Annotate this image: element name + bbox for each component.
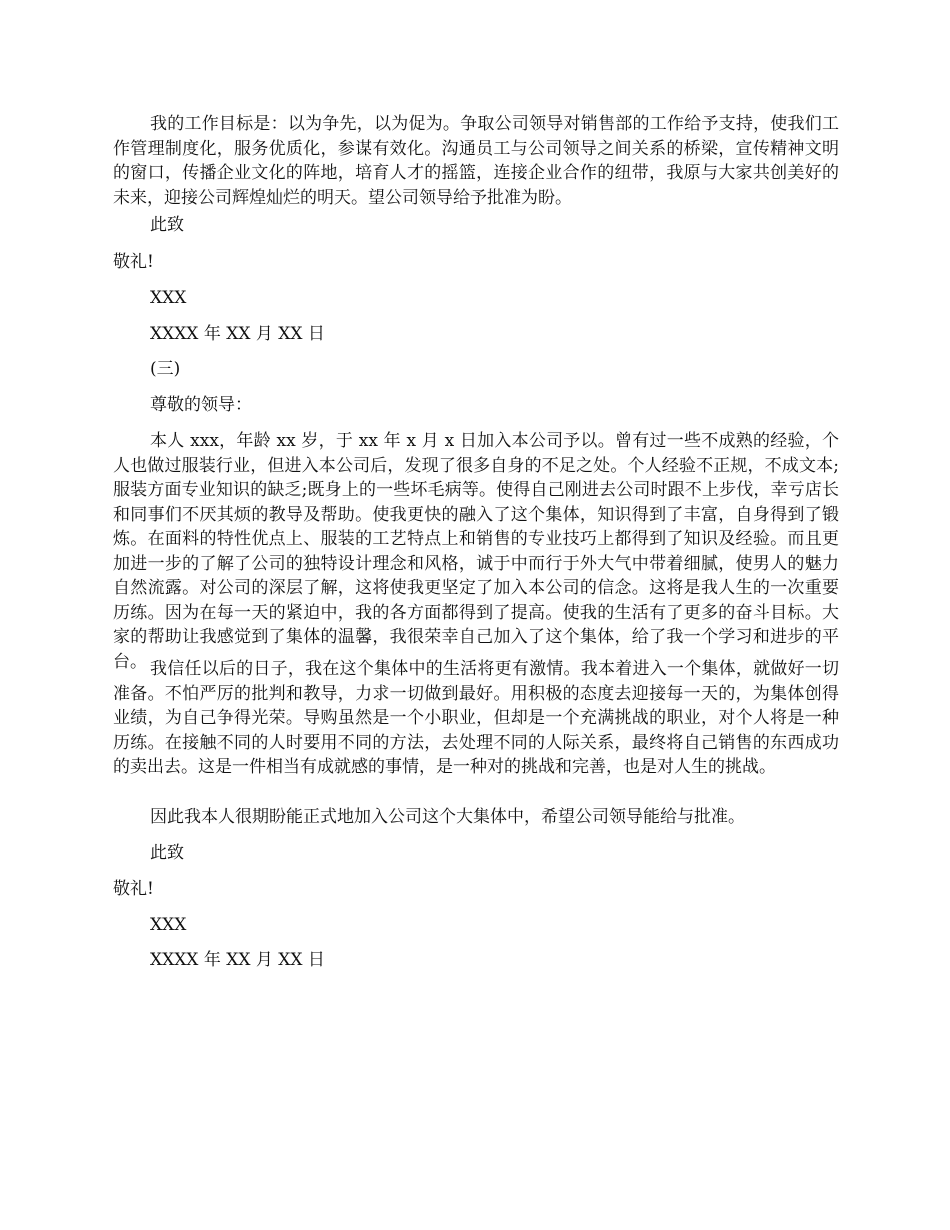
closing-text: 此致 — [150, 843, 184, 863]
salute-text: 敬礼! — [113, 879, 154, 899]
signature: XXX — [150, 288, 187, 308]
section-marker: (三) — [150, 359, 181, 379]
closing-text: 此致 — [150, 215, 184, 235]
body-paragraph: 我信任以后的日子，我在这个集体中的生活将更有激情。我本着进入一个集体，就做好一切准备。不怕严厉的批判和教导，力求一切做到最好。用积极的态度去迎接每一天的，为集体创得业绩，为自己争得光荣。导购虽然是一个小职业，但却是一个充满挑战的职业，对个人将是一种历练。在接触不同的人时要用不同的方法，去处理不同的人际关系，最终将自己销售的东西成功的卖出去。这是一件相当有成就感的事情，是一种对的挑战和完善，也是对人生的挑战。 — [113, 659, 839, 777]
body-paragraph: 本人 xxx，年龄 xx 岁，于 xx 年 x 月 x 日加入本公司予以。曾有过一些不成熟的经验，个人也做过服装行业，但进入本公司后，发现了很多自身的不足之处。个人经验不正规，不成文本;服装方面专业知识的缺乏;既身上的一些坏毛病等。使得自己刚进去公司时跟不上步伐，幸亏店长和同事们不厌其烦的教导及帮助。使我更快的融入了这个集体，知识得到了丰富，自身得到了锻炼。在面料的特性优点上、服装的工艺特点上和销售的专业技巧上都得到了知识及经验。而且更加进一步的了解了公司的独特设计理念和风格，诚于中而行于外大气中带着细腻，使男人的魅力自然流露。对公司的深层了解，这将使我更坚定了加入本公司的信念。这将是我人生的一次重要历练。因为在每一天的紧迫中，我的各方面都得到了提高。使我的生活有了更多的奋斗目标。大家的帮助让我感觉到了集体的温馨，我很荣幸自己加入了这个集体，给了我一个学习和进步的平台。 — [113, 431, 839, 672]
salute-text: 敬礼! — [113, 252, 154, 272]
date: XXXX 年 XX 月 XX 日 — [150, 950, 325, 970]
signature: XXX — [150, 915, 187, 935]
goal-paragraph: 我的工作目标是：以为争先，以为促为。争取公司领导对销售部的工作给予支持，使我们工作管理制度化，服务优质化，参谋有效化。沟通员工与公司领导之间关系的桥梁，宣传精神文明的窗口，传播企业文化的阵地，培育人才的摇篮，连接企业合作的纽带，我原与大家共创美好的未来，迎接公司辉煌灿烂的明天。望公司领导给予批准为盼。 — [113, 114, 839, 208]
body-paragraph: 因此我本人很期盼能正式地加入公司这个大集体中，希望公司领导能给与批准。 — [150, 807, 745, 827]
greeting: 尊敬的领导： — [150, 395, 252, 415]
date: XXXX 年 XX 月 XX 日 — [150, 324, 325, 344]
